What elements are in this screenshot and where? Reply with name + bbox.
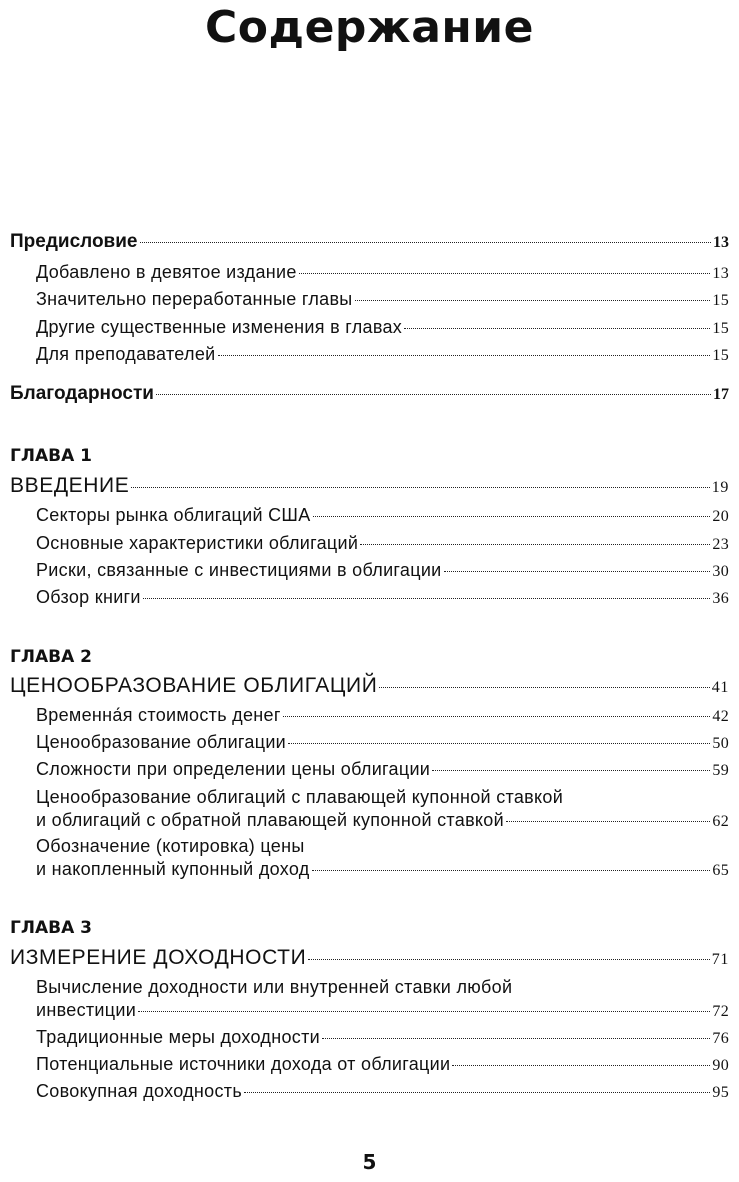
toc-page: 90 (712, 1057, 729, 1074)
toc-page: 20 (712, 508, 729, 525)
toc-page: 30 (712, 563, 729, 580)
dot-leader (143, 598, 711, 599)
toc-label: Значительно переработанные главы (36, 289, 353, 309)
toc-page: 15 (712, 320, 729, 337)
toc-entry[interactable] (36, 730, 729, 756)
page-title: Содержание (205, 2, 534, 53)
toc-page: 15 (712, 292, 729, 309)
toc-label: Сложности при определении цены облигации (36, 759, 431, 779)
toc-entry[interactable] (36, 260, 729, 286)
toc-label: Добавлено в девятое издание (36, 262, 297, 282)
toc-label: и накопленный купонный доход (36, 859, 310, 879)
dot-leader (312, 870, 711, 871)
toc-page: 13 (713, 234, 729, 251)
toc-entry[interactable] (36, 342, 729, 368)
toc-page: 42 (712, 708, 729, 725)
toc-entry[interactable] (36, 585, 729, 611)
dot-leader (313, 516, 711, 517)
dot-leader (322, 1038, 710, 1039)
toc-entry[interactable] (36, 503, 729, 529)
dot-leader (432, 770, 710, 771)
toc-label: Для преподавателей (36, 344, 216, 364)
chapter-label: ГЛАВА 1 (10, 446, 92, 466)
dot-leader (140, 242, 712, 243)
toc-page: 95 (712, 1084, 729, 1101)
toc-entry[interactable] (36, 1079, 729, 1105)
toc-entry[interactable] (36, 757, 729, 783)
toc-label: Основные характеристики облигаций (36, 533, 359, 553)
dot-leader (283, 716, 711, 717)
dot-leader (138, 1011, 710, 1012)
toc-label: ЦЕНООБРАЗОВАНИЕ ОБЛИГАЦИЙ (10, 674, 378, 697)
toc-page: 71 (711, 951, 729, 968)
dot-leader (404, 328, 710, 329)
toc-label: Секторы рынка облигаций США (36, 505, 311, 525)
toc-page: 72 (712, 1003, 729, 1020)
toc-page: 15 (712, 347, 729, 364)
dot-leader (360, 544, 710, 545)
toc-page: 36 (712, 590, 729, 607)
chapter-label: ГЛАВА 3 (10, 918, 92, 938)
toc-page: 41 (711, 679, 729, 696)
toc-label: и облигаций с обратной плавающей купонной ставкой (36, 810, 504, 830)
toc-entry-preface[interactable] (10, 230, 729, 255)
toc-entry-line1[interactable]: Вычисление доходности или внутренней ставки любой (36, 977, 513, 997)
toc-entry[interactable] (36, 287, 729, 313)
dot-leader (156, 394, 711, 395)
chapter-label: ГЛАВА 2 (10, 647, 92, 667)
dot-leader (244, 1092, 710, 1093)
dot-leader (308, 959, 709, 960)
toc-entry-acknowledgments[interactable] (10, 382, 729, 407)
toc-entry[interactable] (36, 998, 729, 1024)
toc-label: Благодарности (10, 383, 154, 404)
toc-page: 17 (713, 386, 729, 403)
dot-leader (452, 1065, 710, 1066)
toc-label: Другие существенные изменения в главах (36, 317, 403, 337)
dot-leader (131, 487, 709, 488)
toc-label: Временна́я стоимость денег (36, 705, 281, 725)
toc-page: 76 (712, 1030, 729, 1047)
toc-entry[interactable] (36, 1025, 729, 1051)
dot-leader (355, 300, 711, 301)
toc-entry-chapter-title[interactable] (10, 674, 729, 700)
toc-label: Риски, связанные с инвестициями в облигации (36, 560, 442, 580)
dot-leader (299, 273, 711, 274)
toc-page: 19 (711, 479, 729, 496)
toc-label: Традиционные меры доходности (36, 1027, 320, 1047)
toc-entry[interactable] (36, 558, 729, 584)
toc-entry-chapter-title[interactable] (10, 946, 729, 972)
toc-page: 65 (712, 862, 729, 879)
dot-leader (379, 687, 709, 688)
dot-leader (506, 821, 710, 822)
toc-label: Обзор книги (36, 587, 141, 607)
toc-entry-line1[interactable]: Ценообразование облигаций с плавающей купонной ставкой (36, 787, 564, 807)
dot-leader (288, 743, 710, 744)
toc-page: 13 (712, 265, 729, 282)
toc-entry[interactable] (36, 315, 729, 341)
toc-entry[interactable] (36, 531, 729, 557)
page-number: 5 (362, 1150, 377, 1174)
toc-page: 23 (712, 536, 729, 553)
toc-label: ВВЕДЕНИЕ (10, 474, 130, 497)
toc-entry[interactable] (36, 703, 729, 729)
toc-page: 62 (712, 813, 729, 830)
toc-entry[interactable] (36, 857, 729, 883)
toc-label: Предисловие (10, 231, 138, 252)
toc-page: 59 (712, 762, 729, 779)
toc-entry-chapter-title[interactable] (10, 474, 729, 500)
dot-leader (444, 571, 711, 572)
toc-entry[interactable] (36, 1052, 729, 1078)
toc-page: 50 (712, 735, 729, 752)
toc-label: Потенциальные источники дохода от облигации (36, 1054, 451, 1074)
dot-leader (218, 355, 711, 356)
toc-entry-line1[interactable]: Обозначение (котировка) цены (36, 836, 305, 856)
toc-label: Совокупная доходность (36, 1081, 243, 1101)
toc-label: ИЗМЕРЕНИЕ ДОХОДНОСТИ (10, 946, 307, 969)
toc-entry[interactable] (36, 808, 729, 834)
toc-label: Ценообразование облигации (36, 732, 287, 752)
toc-label: инвестиции (36, 1000, 137, 1020)
